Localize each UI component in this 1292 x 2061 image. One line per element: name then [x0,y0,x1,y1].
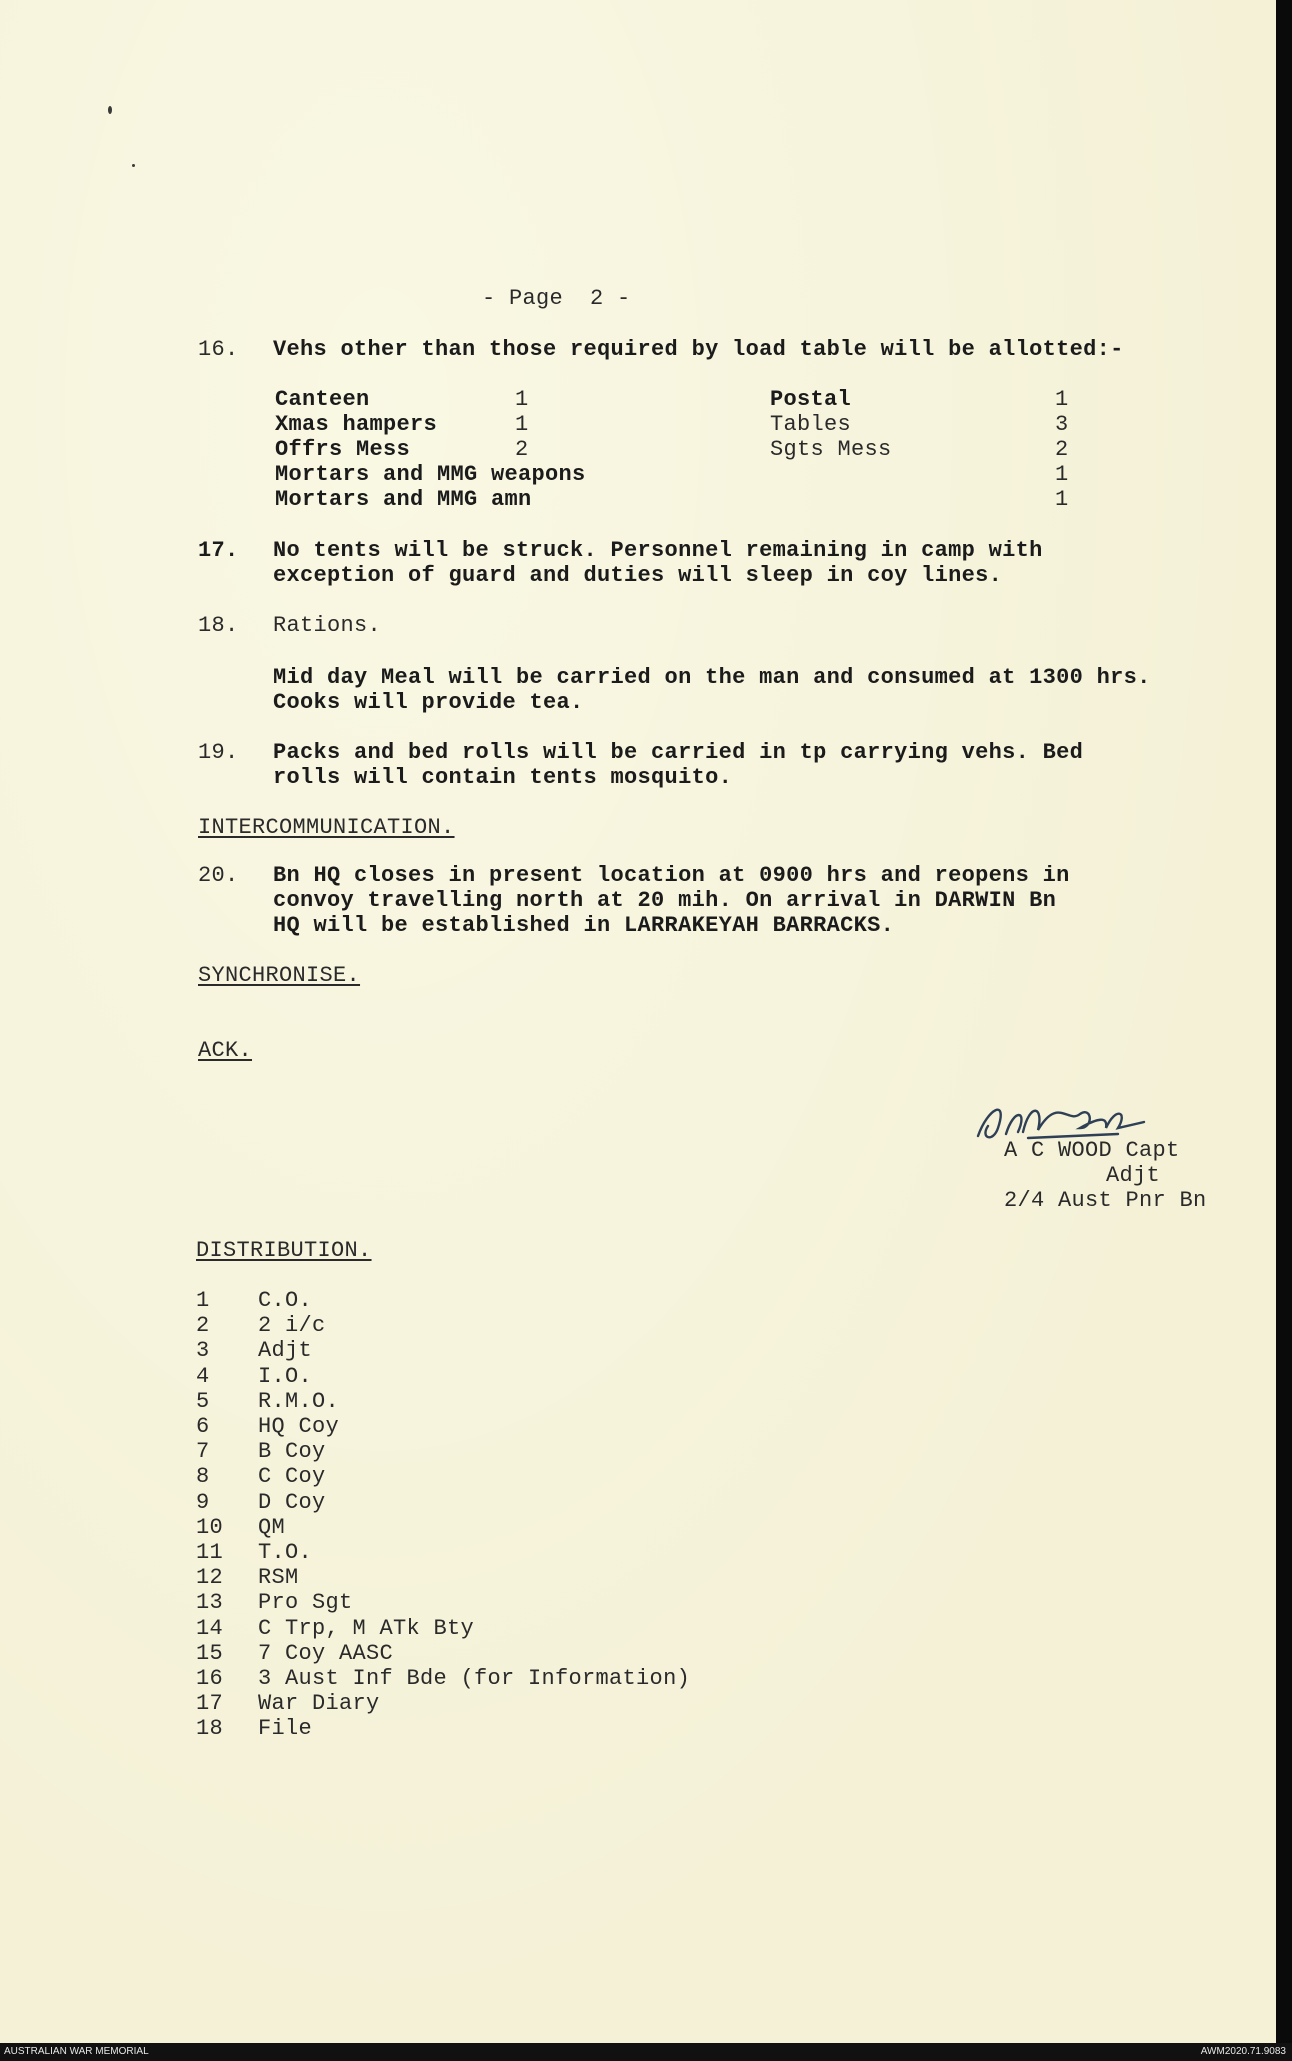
table-cell: Tables [770,412,852,437]
footer-left-label: AUSTRALIAN WAR MEMORIAL [4,2046,149,2057]
distribution-number: 14 [196,1616,224,1641]
distribution-number: 15 [196,1641,224,1666]
ink-speck [108,106,112,114]
para-17-line: No tents will be struck. Personnel remaining in camp with [273,538,1043,563]
para-16-text: Vehs other than those required by load table will be allotted:- [273,337,1124,362]
distribution-number: 12 [196,1565,224,1590]
distribution-number: 1 [196,1288,210,1313]
para-18-line: Cooks will provide tea. [273,690,584,715]
scan-edge [1276,0,1292,2043]
signatory-name: A C WOOD Capt [1004,1138,1180,1163]
distribution-recipient: 7 Coy AASC [258,1641,394,1666]
table-cell: 2 [1055,437,1069,462]
synchronise-heading: SYNCHRONISE. [198,963,361,988]
distribution-number: 11 [196,1540,224,1565]
page-header: - Page 2 - [482,286,631,311]
distribution-number: 2 [196,1313,210,1338]
distribution-recipient: RSM [258,1565,299,1590]
distribution-number: 18 [196,1716,224,1741]
para-20-line: Bn HQ closes in present location at 0900 hrs and reopens in [273,863,1070,888]
distribution-recipient: I.O. [258,1364,313,1389]
table-cell: Xmas hampers [275,412,438,437]
signatory-unit: 2/4 Aust Pnr Bn [1004,1188,1207,1213]
distribution-recipient: Pro Sgt [258,1590,353,1615]
para-20-line: HQ will be established in LARRAKEYAH BARRACKS. [273,913,895,938]
archive-footer [0,2043,1292,2061]
distribution-recipient: 2 i/c [258,1313,326,1338]
distribution-number: 7 [196,1439,210,1464]
table-cell: 1 [515,387,529,412]
distribution-recipient: File [258,1716,313,1741]
para-20-line: convoy travelling north at 20 mih. On arrival in DARWIN Bn [273,888,1057,913]
distribution-number: 5 [196,1389,210,1414]
distribution-recipient: HQ Coy [258,1414,340,1439]
table-cell: Canteen [275,387,370,412]
table-cell: 3 [1055,412,1069,437]
para-20-number: 20. [198,863,239,888]
distribution-number: 10 [196,1515,224,1540]
table-cell: Sgts Mess [770,437,892,462]
para-19-line: rolls will contain tents mosquito. [273,765,733,790]
table-cell: 1 [1055,462,1069,487]
distribution-recipient: C Coy [258,1464,326,1489]
distribution-number: 8 [196,1464,210,1489]
distribution-number: 6 [196,1414,210,1439]
intercommunication-heading: INTERCOMMUNICATION. [198,815,455,840]
footer-right-label: AWM2020.71.9083 [1200,2046,1286,2057]
signatory-role: Adjt [1106,1163,1161,1188]
ink-speck [132,164,135,167]
para-17-line: exception of guard and duties will sleep in coy lines. [273,563,1003,588]
distribution-recipient: War Diary [258,1691,380,1716]
para-16-number: 16. [198,337,239,362]
distribution-number: 17 [196,1691,224,1716]
para-18-line: Mid day Meal will be carried on the man and consumed at 1300 hrs. [273,665,1151,690]
para-18-heading: Rations. [273,613,382,638]
para-19-number: 19. [198,740,239,765]
distribution-recipient: D Coy [258,1490,326,1515]
distribution-number: 9 [196,1490,210,1515]
distribution-recipient: B Coy [258,1439,326,1464]
ack-heading: ACK. [198,1038,253,1063]
table-cell: Mortars and MMG amn [275,487,532,512]
table-cell: Mortars and MMG weapons [275,462,586,487]
table-cell: 1 [515,412,529,437]
para-18-number: 18. [198,613,239,638]
table-cell: Postal [770,387,852,412]
distribution-recipient: C Trp, M ATk Bty [258,1616,475,1641]
table-cell: Offrs Mess [275,437,411,462]
para-19-line: Packs and bed rolls will be carried in tp carrying vehs. Bed [273,740,1084,765]
distribution-recipient: R.M.O. [258,1389,340,1414]
table-cell: 1 [1055,487,1069,512]
distribution-recipient: QM [258,1515,286,1540]
distribution-recipient: C.O. [258,1288,313,1313]
distribution-number: 3 [196,1338,210,1363]
distribution-recipient: Adjt [258,1338,313,1363]
table-cell: 1 [1055,387,1069,412]
distribution-recipient: T.O. [258,1540,313,1565]
distribution-number: 16 [196,1666,224,1691]
para-17-number: 17. [198,538,239,563]
table-cell: 2 [515,437,529,462]
distribution-number: 4 [196,1364,210,1389]
distribution-number: 13 [196,1590,224,1615]
distribution-heading: DISTRIBUTION. [196,1238,372,1263]
distribution-recipient: 3 Aust Inf Bde (for Information) [258,1666,691,1691]
